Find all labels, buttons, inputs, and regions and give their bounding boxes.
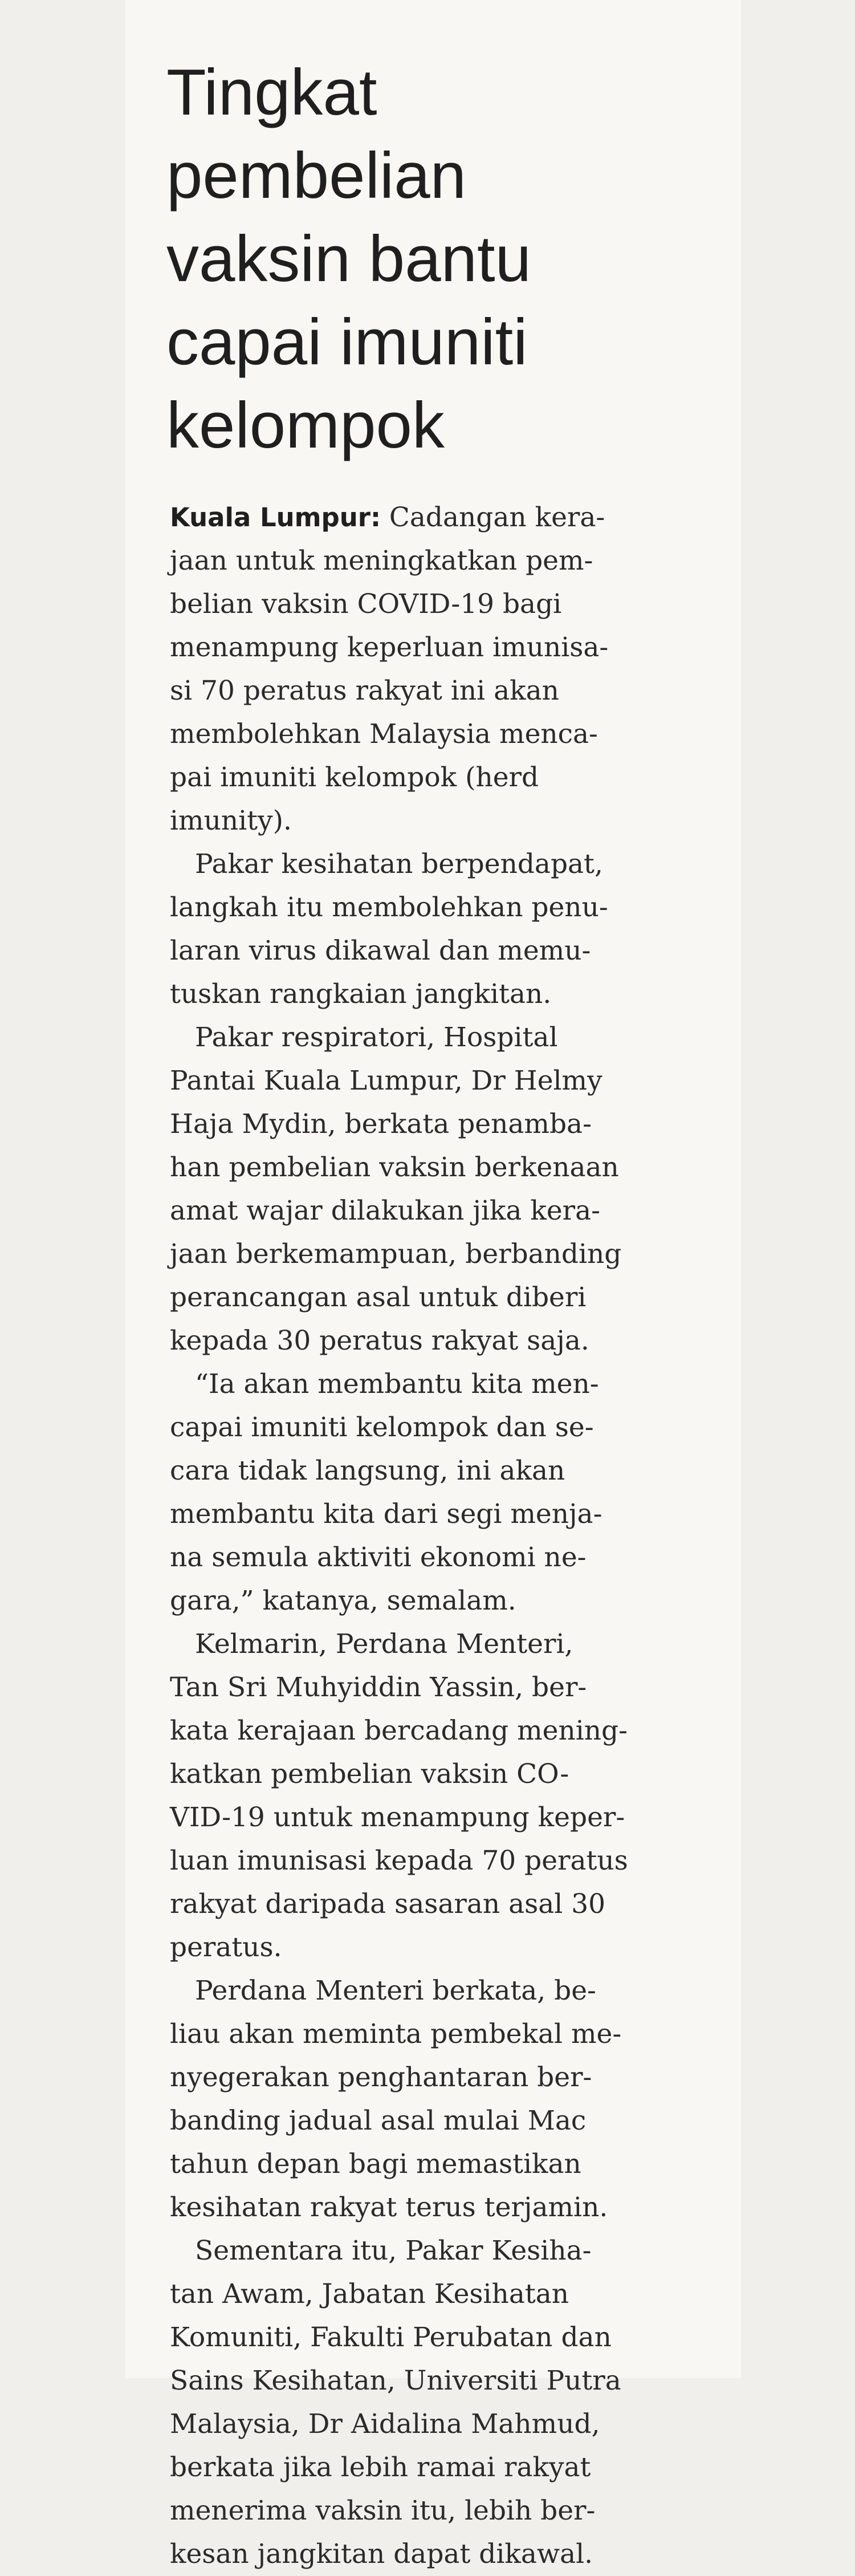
body-line: Pantai Kuala Lumpur, Dr Helmy [170, 1065, 602, 1096]
body-line: katkan pembelian vaksin CO- [170, 1758, 569, 1790]
body-line: Tan Sri Muhyiddin Yassin, ber- [170, 1672, 587, 1703]
body-line: langkah itu membolehkan penu- [170, 892, 608, 923]
article-paragraph-6 [170, 1969, 671, 2229]
body-line: banding jadual asal mulai Mac [170, 2105, 587, 2136]
article-paragraph-1 [170, 496, 671, 843]
body-line: liau akan meminta pembekal me- [170, 2018, 622, 2050]
body-line: han pembelian vaksin berkenaan [170, 1152, 619, 1183]
body-line: Perdana Menteri berkata, be- [195, 1975, 596, 2006]
body-line: perancangan asal untuk diberi [170, 1282, 587, 1313]
body-line: jaan berkemampuan, berbanding [170, 1238, 622, 1270]
headline-line: kelompok [166, 389, 445, 462]
article-paragraph-4 [170, 1363, 671, 1623]
body-line: VID-19 untuk menampung keper- [170, 1802, 625, 1833]
body-line: menerima vaksin itu, lebih ber- [170, 2495, 596, 2526]
body-line: kesihatan rakyat terus terjamin. [170, 2192, 608, 2223]
article-paragraph-5 [170, 1623, 671, 1969]
body-line [170, 496, 671, 539]
article-paragraph-2 [170, 843, 671, 1016]
dateline: Kuala Lumpur: [170, 502, 381, 533]
body-line: kata kerajaan bercadang mening- [170, 1715, 628, 1746]
body-line: Komuniti, Fakulti Perubatan dan [170, 2322, 612, 2353]
body-line: luan imunisasi kepada 70 peratus [170, 1845, 628, 1876]
body-line: Sementara itu, Pakar Kesiha- [195, 2235, 592, 2266]
body-line: kepada 30 peratus rakyat saja. [170, 1325, 589, 1356]
headline-line: pembelian [166, 140, 467, 212]
body-line: jaan untuk meningkatkan pem- [170, 545, 593, 576]
headline-line: Tingkat [166, 56, 377, 129]
body-line: “Ia akan membantu kita men- [195, 1368, 599, 1400]
body-line: capai imuniti kelompok dan se- [170, 1412, 594, 1443]
body-line: peratus. [170, 1932, 282, 1963]
newspaper-clipping [125, 0, 741, 2570]
body-line: Pakar respiratori, Hospital [195, 1022, 558, 1053]
body-line: na semula aktiviti ekonomi ne- [170, 1542, 587, 1573]
body-line: tuskan rangkaian jangkitan. [170, 978, 552, 1010]
body-line: berkata jika lebih ramai rakyat [170, 2452, 591, 2483]
body-line: membolehkan Malaysia menca- [170, 718, 598, 750]
body-line: tan Awam, Jabatan Kesihatan [170, 2278, 569, 2310]
body-line-text: Cadangan kera- [380, 502, 605, 533]
body-line: nyegerakan penghantaran ber- [170, 2062, 592, 2093]
body-line: Kelmarin, Perdana Menteri, [195, 1628, 573, 1660]
body-line: membantu kita dari segi menja- [170, 1498, 602, 1530]
body-line: imunity). [170, 805, 292, 836]
body-line: pai imuniti kelompok (herd [170, 762, 539, 793]
body-line: si 70 peratus rakyat ini akan [170, 675, 559, 706]
article-paragraph-3 [170, 1016, 671, 1363]
body-line: laran virus dikawal dan memu- [170, 935, 591, 966]
headline-line: vaksin bantu [166, 223, 532, 295]
body-line: Pakar kesihatan berpendapat, [195, 848, 603, 880]
body-line: kesan jangkitan dapat dikawal. [170, 2538, 593, 2570]
body-line: rakyat daripada sasaran asal 30 [170, 1888, 606, 1920]
body-line: tahun depan bagi memastikan [170, 2148, 581, 2180]
body-line: cara tidak langsung, ini akan [170, 1455, 565, 1486]
headline [166, 51, 714, 468]
body-line: amat wajar dilakukan jika kera- [170, 1195, 601, 1226]
body-line: gara,” katanya, semalam. [170, 1585, 516, 1616]
body-line: menampung keperluan imunisa- [170, 632, 609, 663]
body-line: Sains Kesihatan, Universiti Putra [170, 2365, 621, 2396]
article-body [170, 496, 671, 2576]
article-paragraph-7 [170, 2229, 671, 2576]
headline-line: capai imuniti [166, 306, 528, 379]
body-line: belian vaksin COVID-19 bagi [170, 588, 562, 620]
body-line: Malaysia, Dr Aidalina Mahmud, [170, 2408, 600, 2440]
body-line: Haja Mydin, berkata penamba- [170, 1108, 592, 1140]
